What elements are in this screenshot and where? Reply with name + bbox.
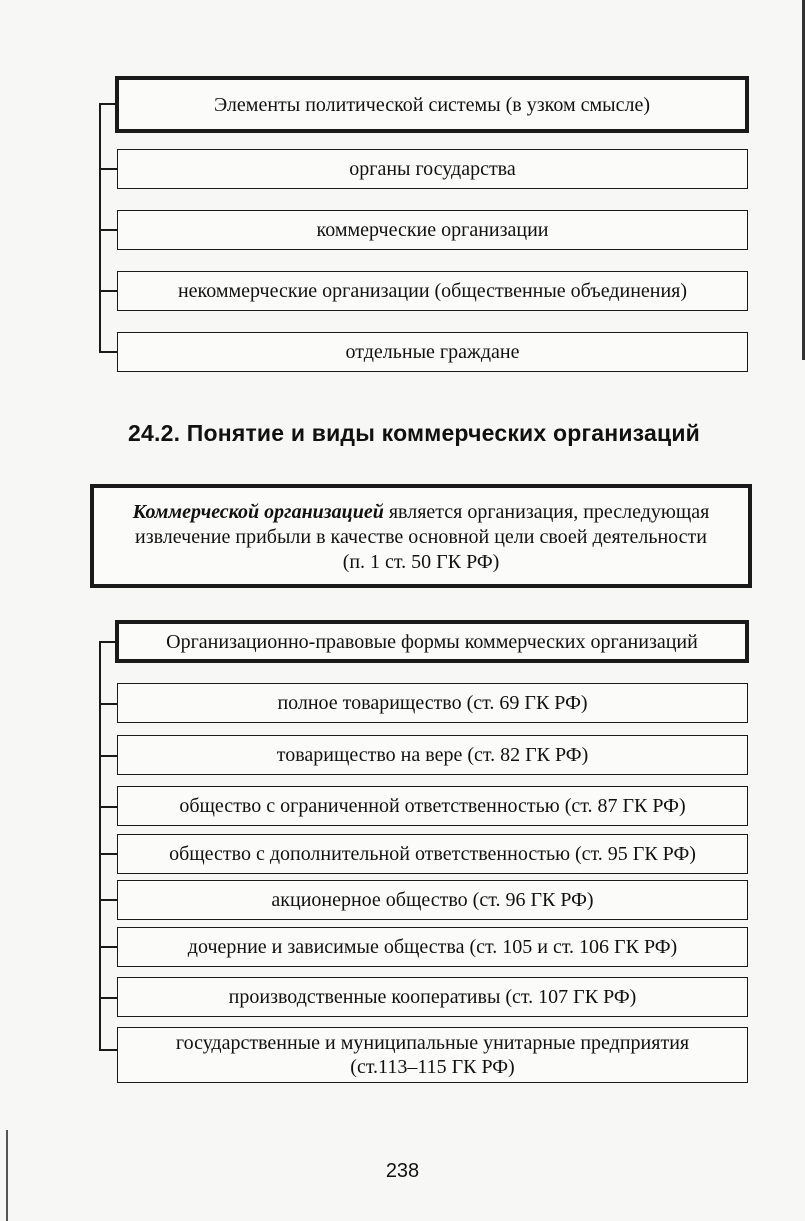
page-number: 238: [385, 1160, 420, 1182]
diagram-item-box: [117, 271, 748, 311]
diagram-title-box: [115, 620, 749, 663]
diagram-item-label: товарищество на вере (ст. 82 ГК РФ): [276, 744, 589, 766]
diagram-item-box: [117, 210, 748, 250]
diagram-item-label: полное товарищество (ст. 69 ГК РФ): [277, 692, 588, 714]
connector-branch: [99, 351, 117, 353]
diagram-item-box: [117, 332, 748, 372]
diagram-item-label: государственные и муниципальные унитарные предприятия: [175, 1032, 690, 1054]
section-heading: 24.2. Понятие и виды коммерческих организаций: [128, 420, 701, 446]
diagram-item-box: [117, 880, 748, 920]
diagram-item-label: общество с дополнительной ответственностью (ст. 95 ГК РФ): [169, 843, 696, 865]
diagram-title: Организационно-правовые формы коммерческих организаций: [166, 630, 698, 653]
diagram-item-label: коммерческие организации: [316, 219, 549, 241]
diagram-item-box: [117, 1027, 748, 1083]
diagram-item-box: [117, 149, 748, 189]
diagram-item-box: [117, 927, 748, 967]
definition-term: Коммерческой организацией: [132, 501, 384, 523]
diagram-item-label-reference: (ст.113–115 ГК РФ): [350, 1056, 515, 1078]
diagram-item-label: общество с ограниченной ответственностью (ст. 87 ГК РФ): [179, 795, 686, 817]
connector-branch: [99, 853, 117, 855]
connector-trunk: [99, 103, 101, 352]
diagram-item-box: [117, 834, 748, 874]
connector-branch: [99, 1049, 117, 1051]
diagram-title-box: [115, 76, 749, 133]
definition-box: [90, 484, 752, 588]
diagram-item-box: [117, 977, 748, 1017]
diagram-item-label: некоммерческие организации (общественные объединения): [177, 280, 688, 302]
diagram-title: Элементы политической системы (в узком смысле): [213, 93, 650, 116]
diagram-item-label: дочерние и зависимые общества (ст. 105 и ст. 106 ГК РФ): [187, 936, 678, 958]
diagram-item-box: [117, 683, 748, 723]
definition-line-1: [94, 500, 748, 525]
connector-branch: [99, 899, 117, 901]
connector-branch: [99, 703, 117, 705]
diagram-item-label: органы государства: [349, 158, 516, 180]
definition-text: является организация, преследующая: [383, 501, 710, 523]
diagram-item-label: производственные кооперативы (ст. 107 ГК РФ): [228, 986, 637, 1008]
diagram-item-label: акционерное общество (ст. 96 ГК РФ): [271, 889, 594, 911]
connector-branch: [99, 946, 117, 948]
definition-line-2: извлечение прибыли в качестве основной цели своей деятельности: [135, 526, 707, 548]
diagram-item-box: [117, 786, 748, 826]
connector-branch: [99, 168, 117, 170]
diagram-item-box: [117, 735, 748, 775]
connector-branch: [99, 806, 117, 808]
connector-branch: [99, 229, 117, 231]
connector-branch: [99, 997, 117, 999]
connector-branch: [99, 755, 117, 757]
definition-reference: (п. 1 ст. 50 ГК РФ): [342, 551, 500, 573]
diagram-item-label: отдельные граждане: [345, 341, 520, 363]
connector-branch: [99, 290, 117, 292]
